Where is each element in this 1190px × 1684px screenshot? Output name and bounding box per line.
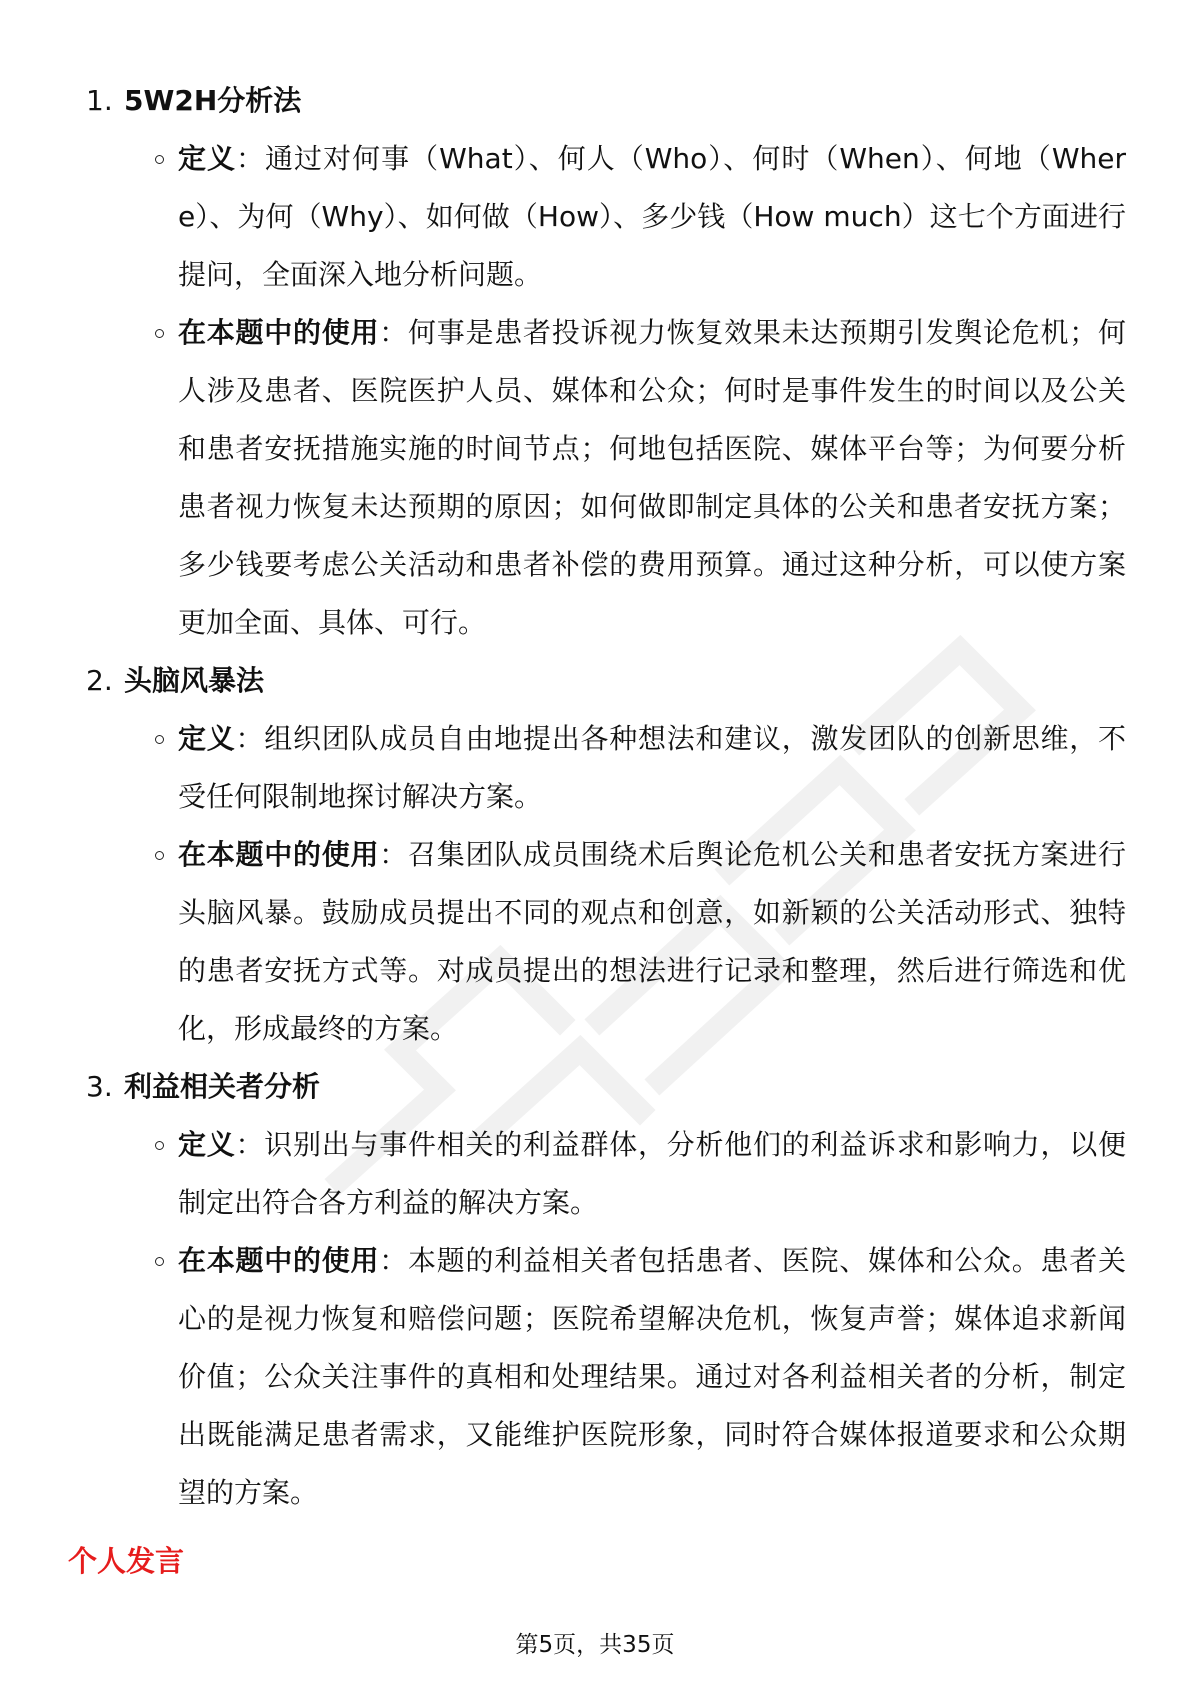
usage-text: ：何事是患者投诉视力恢复效果未达预期引发舆论危机；何人涉及患者、医院医护人员、媒体和公众；何时是事件发生的时间以及公关和患者安抚措施实施的时间节点；何地包括医院、媒体平台等；为何要分析患者视力恢复未达预期的原因；如何做即制定具体的公关和患者安抚方案；多少钱要考虑公关活动和患者补偿的费用预算。通过这种分析，可以使方案更加全面、具体、可行。	[178, 316, 1126, 639]
definition-text: ：组织团队成员自由地提出各种想法和建议，激发团队的创新思维，不受任何限制地探讨解决方案。	[178, 722, 1126, 813]
usage-text: ：本题的利益相关者包括患者、医院、媒体和公众。患者关心的是视力恢复和赔偿问题；医院希望解决危机，恢复声誉；媒体追求新闻价值；公众关注事件的真相和处理结果。通过对各利益相关者的分析，制定出既能满足患者需求，又能维护医院形象，同时符合媒体报道要求和公众期望的方案。	[178, 1244, 1126, 1509]
method-title-text: 头脑风暴法	[124, 664, 265, 697]
method-number: 1.	[86, 84, 113, 117]
usage-item	[178, 826, 1126, 1058]
method-title	[86, 72, 1126, 130]
method-title-text: 利益相关者分析	[124, 1070, 321, 1103]
definition-item	[178, 1116, 1126, 1232]
page-footer: 第5页，共35页	[515, 1632, 675, 1658]
definition-label: 定义	[178, 1128, 236, 1161]
method-5w2h	[86, 72, 1126, 652]
definition-label: 定义	[178, 722, 236, 755]
definition-text: ：识别出与事件相关的利益群体，分析他们的利益诉求和影响力，以便制定出符合各方利益的解决方案。	[178, 1128, 1126, 1219]
usage-label: 在本题中的使用	[178, 838, 380, 871]
definition-label: 定义	[178, 142, 237, 175]
definition-item	[178, 130, 1126, 304]
usage-item	[178, 304, 1126, 652]
method-number: 3.	[86, 1070, 113, 1103]
section-heading-speech: 个人发言	[68, 1544, 185, 1578]
method-number: 2.	[86, 664, 113, 697]
usage-label: 在本题中的使用	[178, 1244, 380, 1277]
usage-label: 在本题中的使用	[178, 316, 380, 349]
usage-text: ：召集团队成员围绕术后舆论危机公关和患者安抚方案进行头脑风暴。鼓励成员提出不同的观点和创意，如新颖的公关活动形式、独特的患者安抚方式等。对成员提出的想法进行记录和整理，然后进行筛选和优化，形成最终的方案。	[178, 838, 1126, 1045]
method-title	[86, 1058, 1126, 1116]
method-title	[86, 652, 1126, 710]
method-stakeholder-analysis	[86, 1058, 1126, 1522]
usage-item	[178, 1232, 1126, 1522]
method-brainstorming	[86, 652, 1126, 1058]
method-title-text: 5W2H分析法	[124, 84, 302, 117]
definition-text: ：通过对何事（What）、何人（Who）、何时（When）、何地（Where）、为何（Why）、如何做（How）、多少钱（How much）这七个方面进行提问，全面深入地分析问题。	[178, 142, 1126, 291]
methods-list	[86, 72, 1126, 1522]
definition-item	[178, 710, 1126, 826]
